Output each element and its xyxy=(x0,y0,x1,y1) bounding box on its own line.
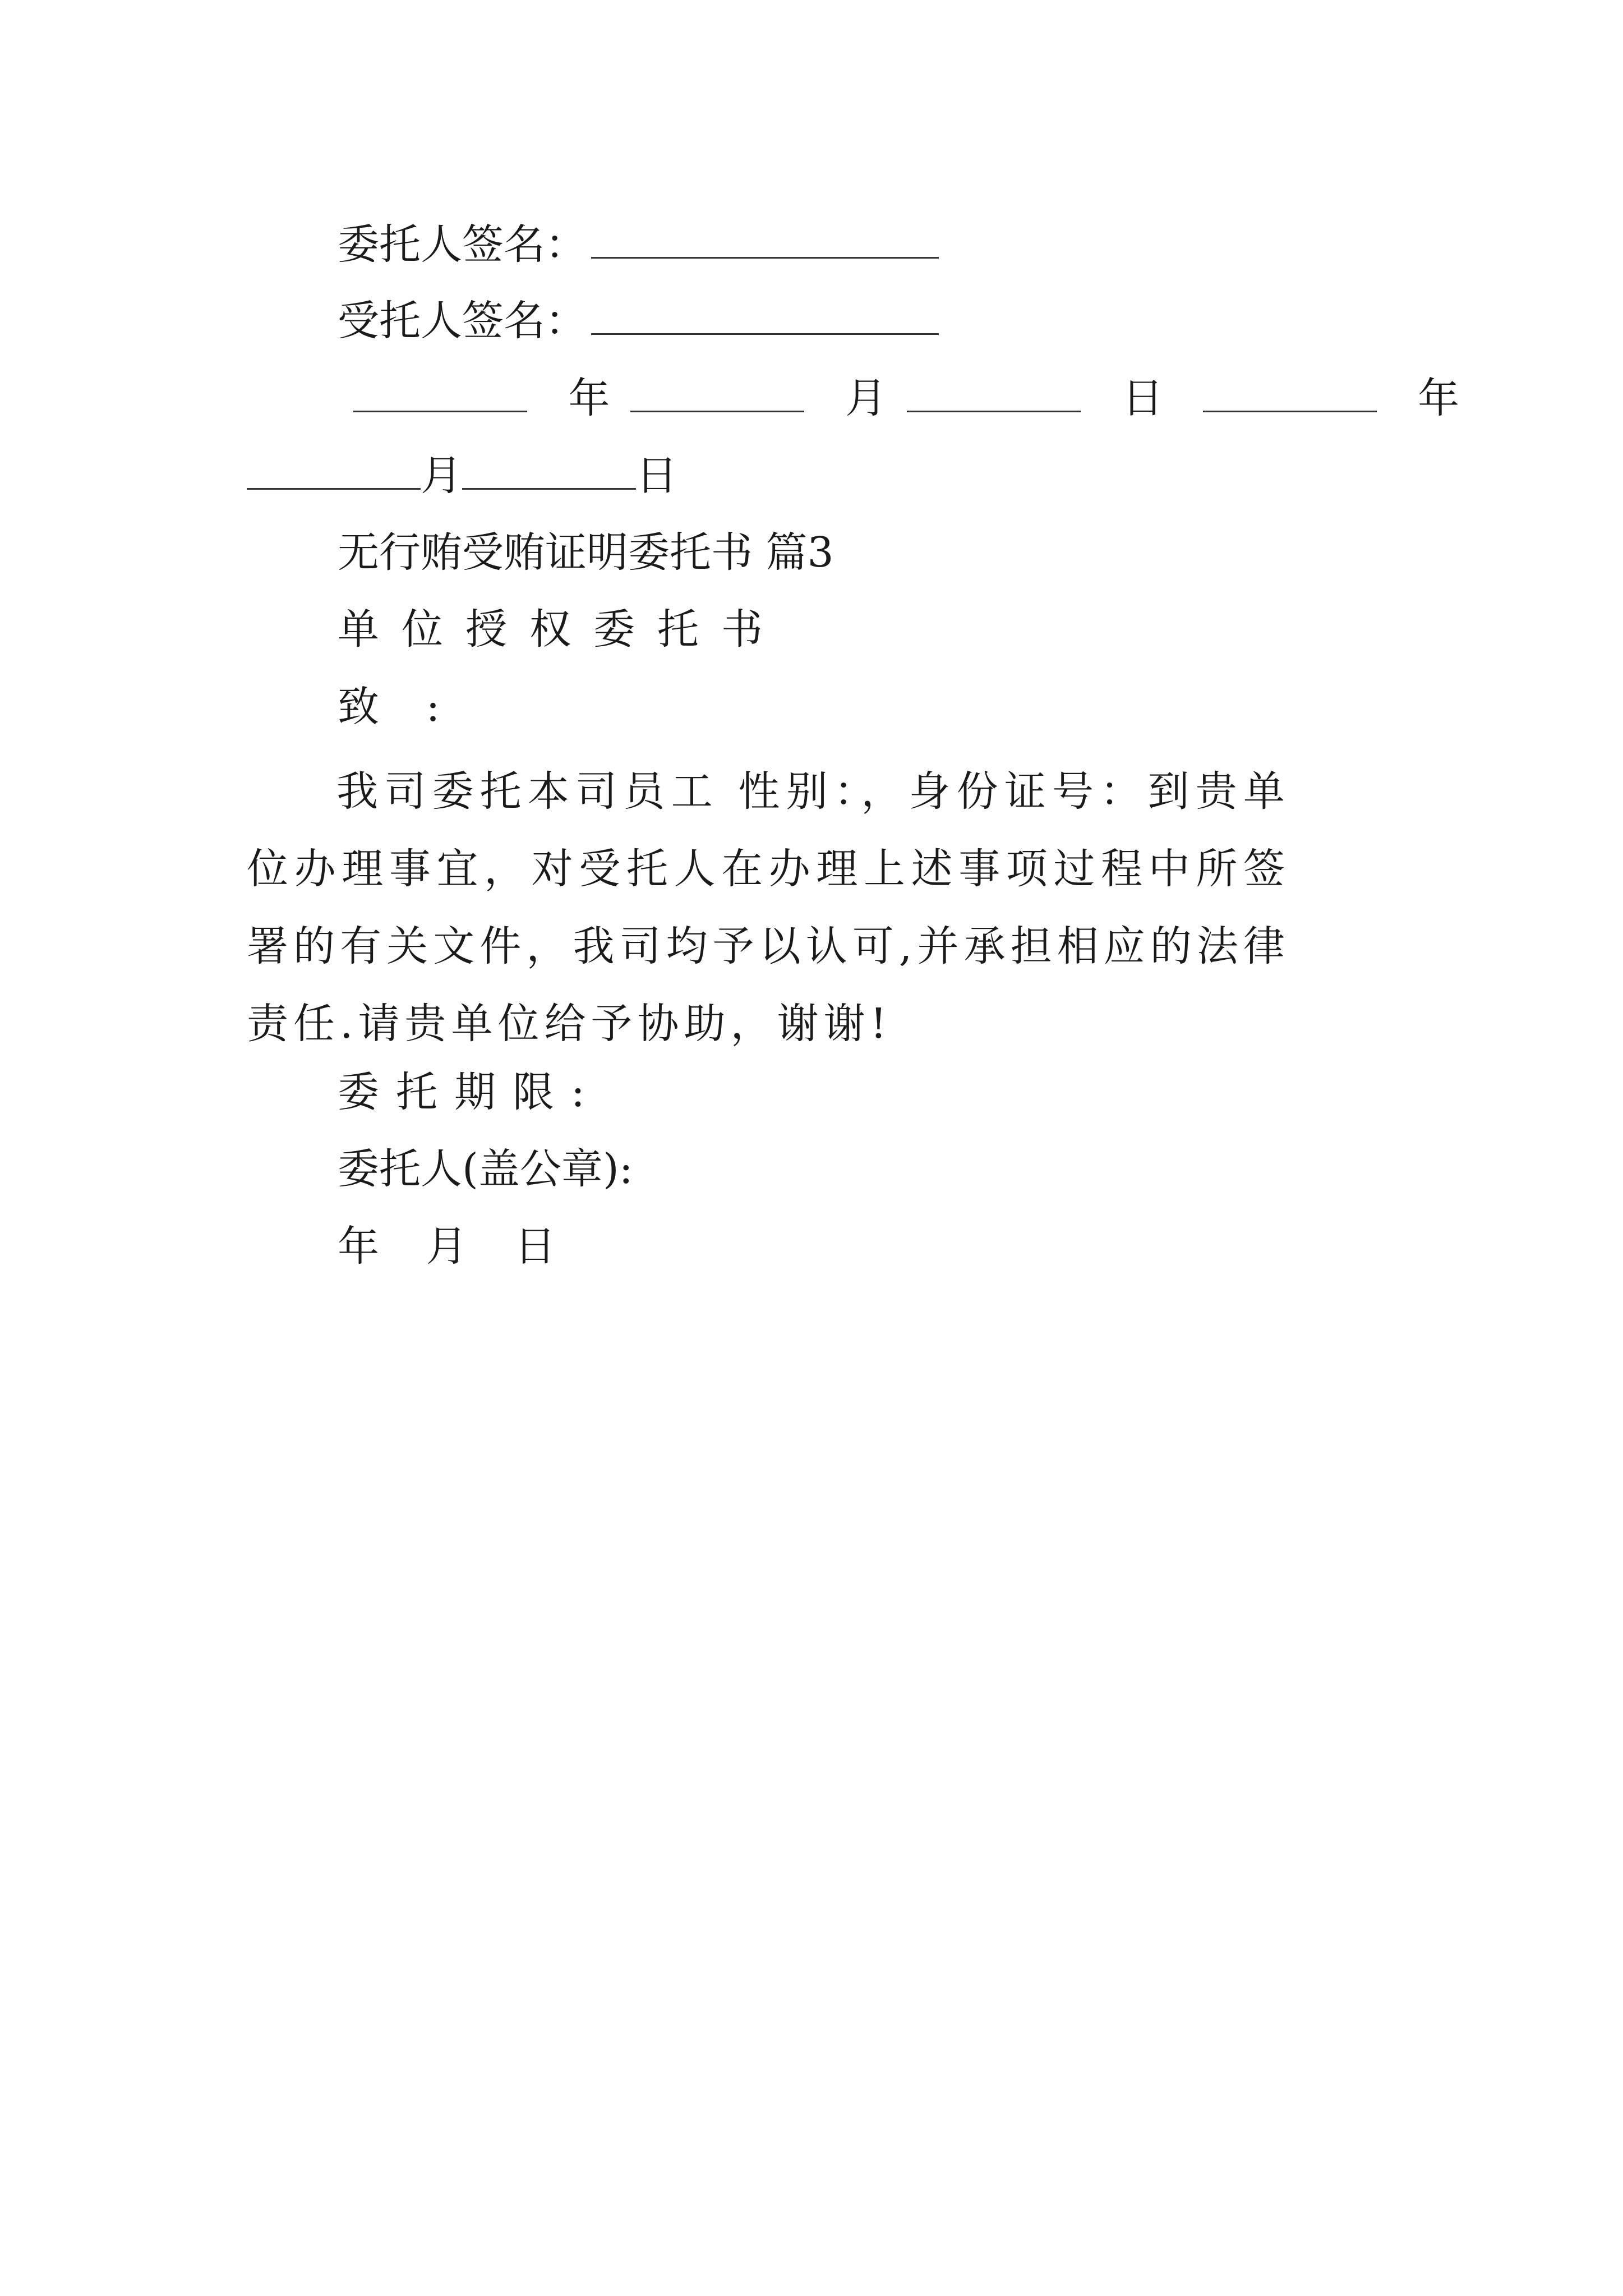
agent-signature-line xyxy=(338,293,939,349)
document-title: 单位授权委托书 xyxy=(338,605,785,654)
year-label-2: 年 xyxy=(1418,374,1460,422)
agent-signature-label: 受托人签名： xyxy=(338,297,587,345)
principal-signature-blank xyxy=(591,222,939,259)
year-blank xyxy=(353,376,527,412)
month-label: 月 xyxy=(845,374,887,422)
principal-signature-label: 委托人签名： xyxy=(338,220,587,269)
date-row-1 xyxy=(353,370,1459,426)
principal-signature-line xyxy=(338,217,939,273)
day-blank-2 xyxy=(462,453,636,490)
section-heading: 无行贿受贿证明委托书 篇3 xyxy=(338,528,834,577)
month-blank-2 xyxy=(247,453,421,490)
day-blank xyxy=(907,376,1081,412)
day-label: 日 xyxy=(1122,374,1164,422)
year-blank-2 xyxy=(1203,376,1377,412)
body-paragraph: 我司委托本司员工 性别：，身份证号：到贵单位办理事宜，对受托人在办理上述事项过程中所签署的有关文件，我司均予以认可,并承担相应的法律责任.请贵单位给予协助，谢谢! xyxy=(247,767,1290,1048)
date-line: 年 月 日 xyxy=(338,1222,573,1271)
agent-signature-blank xyxy=(591,298,939,335)
salutation: 致 : xyxy=(338,683,457,731)
year-label: 年 xyxy=(568,374,610,422)
day-label-2: 日 xyxy=(636,452,677,500)
month-label-2: 月 xyxy=(421,452,462,500)
term-label: 委托期限: xyxy=(338,1068,602,1116)
seal-label: 委托人(盖公章): xyxy=(338,1145,633,1193)
month-blank xyxy=(630,376,804,412)
date-row-2 xyxy=(247,448,677,504)
